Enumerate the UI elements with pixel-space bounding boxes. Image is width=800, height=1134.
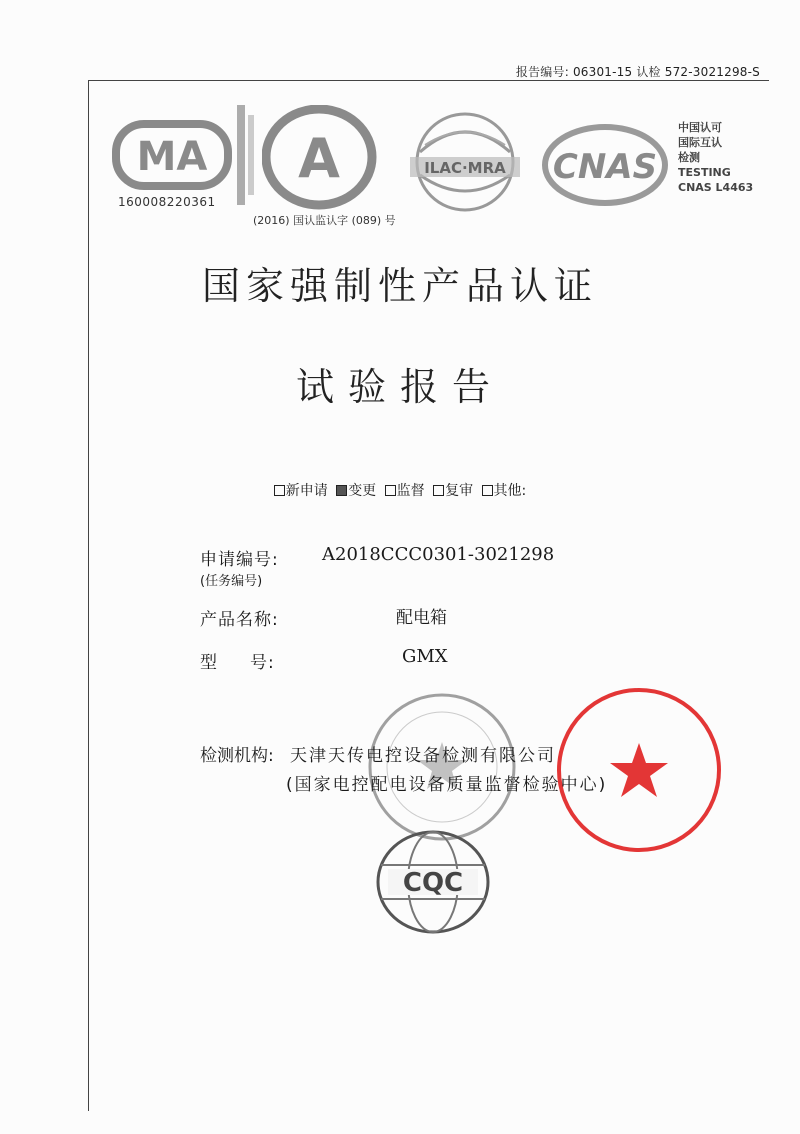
option-label: 复审 — [445, 483, 474, 499]
institution-sub-name: (国家电控配电设备质量监督检验中心) — [286, 775, 608, 795]
cnas-recognition-text: 中国认可 国际互认 检测 TESTING CNAS L4463 — [678, 121, 754, 194]
checkbox-other — [482, 485, 493, 496]
application-type-options — [0, 480, 800, 500]
option-new-application — [274, 483, 328, 499]
option-label: 其他: — [493, 483, 527, 499]
page-frame — [88, 80, 769, 1111]
institution-label: 检测机构: — [200, 746, 274, 766]
model-value: GMX — [402, 646, 448, 667]
checkbox-review — [433, 485, 444, 496]
model-label: 型 号: — [200, 653, 275, 673]
cnas-logo — [540, 120, 670, 210]
checkbox-supervision — [385, 485, 396, 496]
cma-number: 160008220361 — [118, 195, 216, 209]
option-other — [482, 483, 527, 499]
product-name-label: 产品名称: — [200, 610, 279, 630]
application-no-label: 申请编号: — [200, 550, 279, 570]
option-review — [433, 483, 473, 499]
stamp-mark-icon — [232, 100, 262, 210]
option-label: 变更 — [348, 483, 377, 499]
application-no-value: A2018CCC0301-3021298 — [322, 544, 555, 565]
checkbox-new — [274, 485, 285, 496]
inspection-seal-stamp — [365, 690, 520, 845]
task-no-label: (任务编号) — [200, 574, 263, 589]
report-title: 试验报告 — [295, 365, 504, 409]
cal-logo — [262, 105, 377, 210]
svg-text:A: A — [298, 127, 340, 190]
product-name-value: 配电箱 — [396, 608, 447, 628]
svg-text:CNAS: CNAS — [552, 147, 658, 187]
certificate-title: 国家强制性产品认证 — [201, 264, 598, 308]
svg-text:CQC: CQC — [402, 868, 464, 898]
svg-text:MA: MA — [136, 134, 208, 180]
checkbox-change — [336, 485, 347, 496]
institution-name: 天津天传电控设备检测有限公司 — [290, 746, 556, 766]
ilac-mra-logo — [400, 107, 530, 217]
svg-text:ILAC·MRA: ILAC·MRA — [424, 159, 506, 177]
option-supervision — [385, 483, 425, 499]
cma-logo — [112, 118, 232, 193]
report-number: 报告编号: 06301-15 认检 572-3021298-S — [515, 65, 760, 79]
cqc-logo — [373, 827, 493, 937]
option-label: 监督 — [396, 483, 425, 499]
option-label: 新申请 — [285, 483, 328, 499]
option-change — [336, 483, 376, 499]
cal-accreditation-text: (2016) 国认监认字 (089) 号 — [253, 214, 396, 227]
